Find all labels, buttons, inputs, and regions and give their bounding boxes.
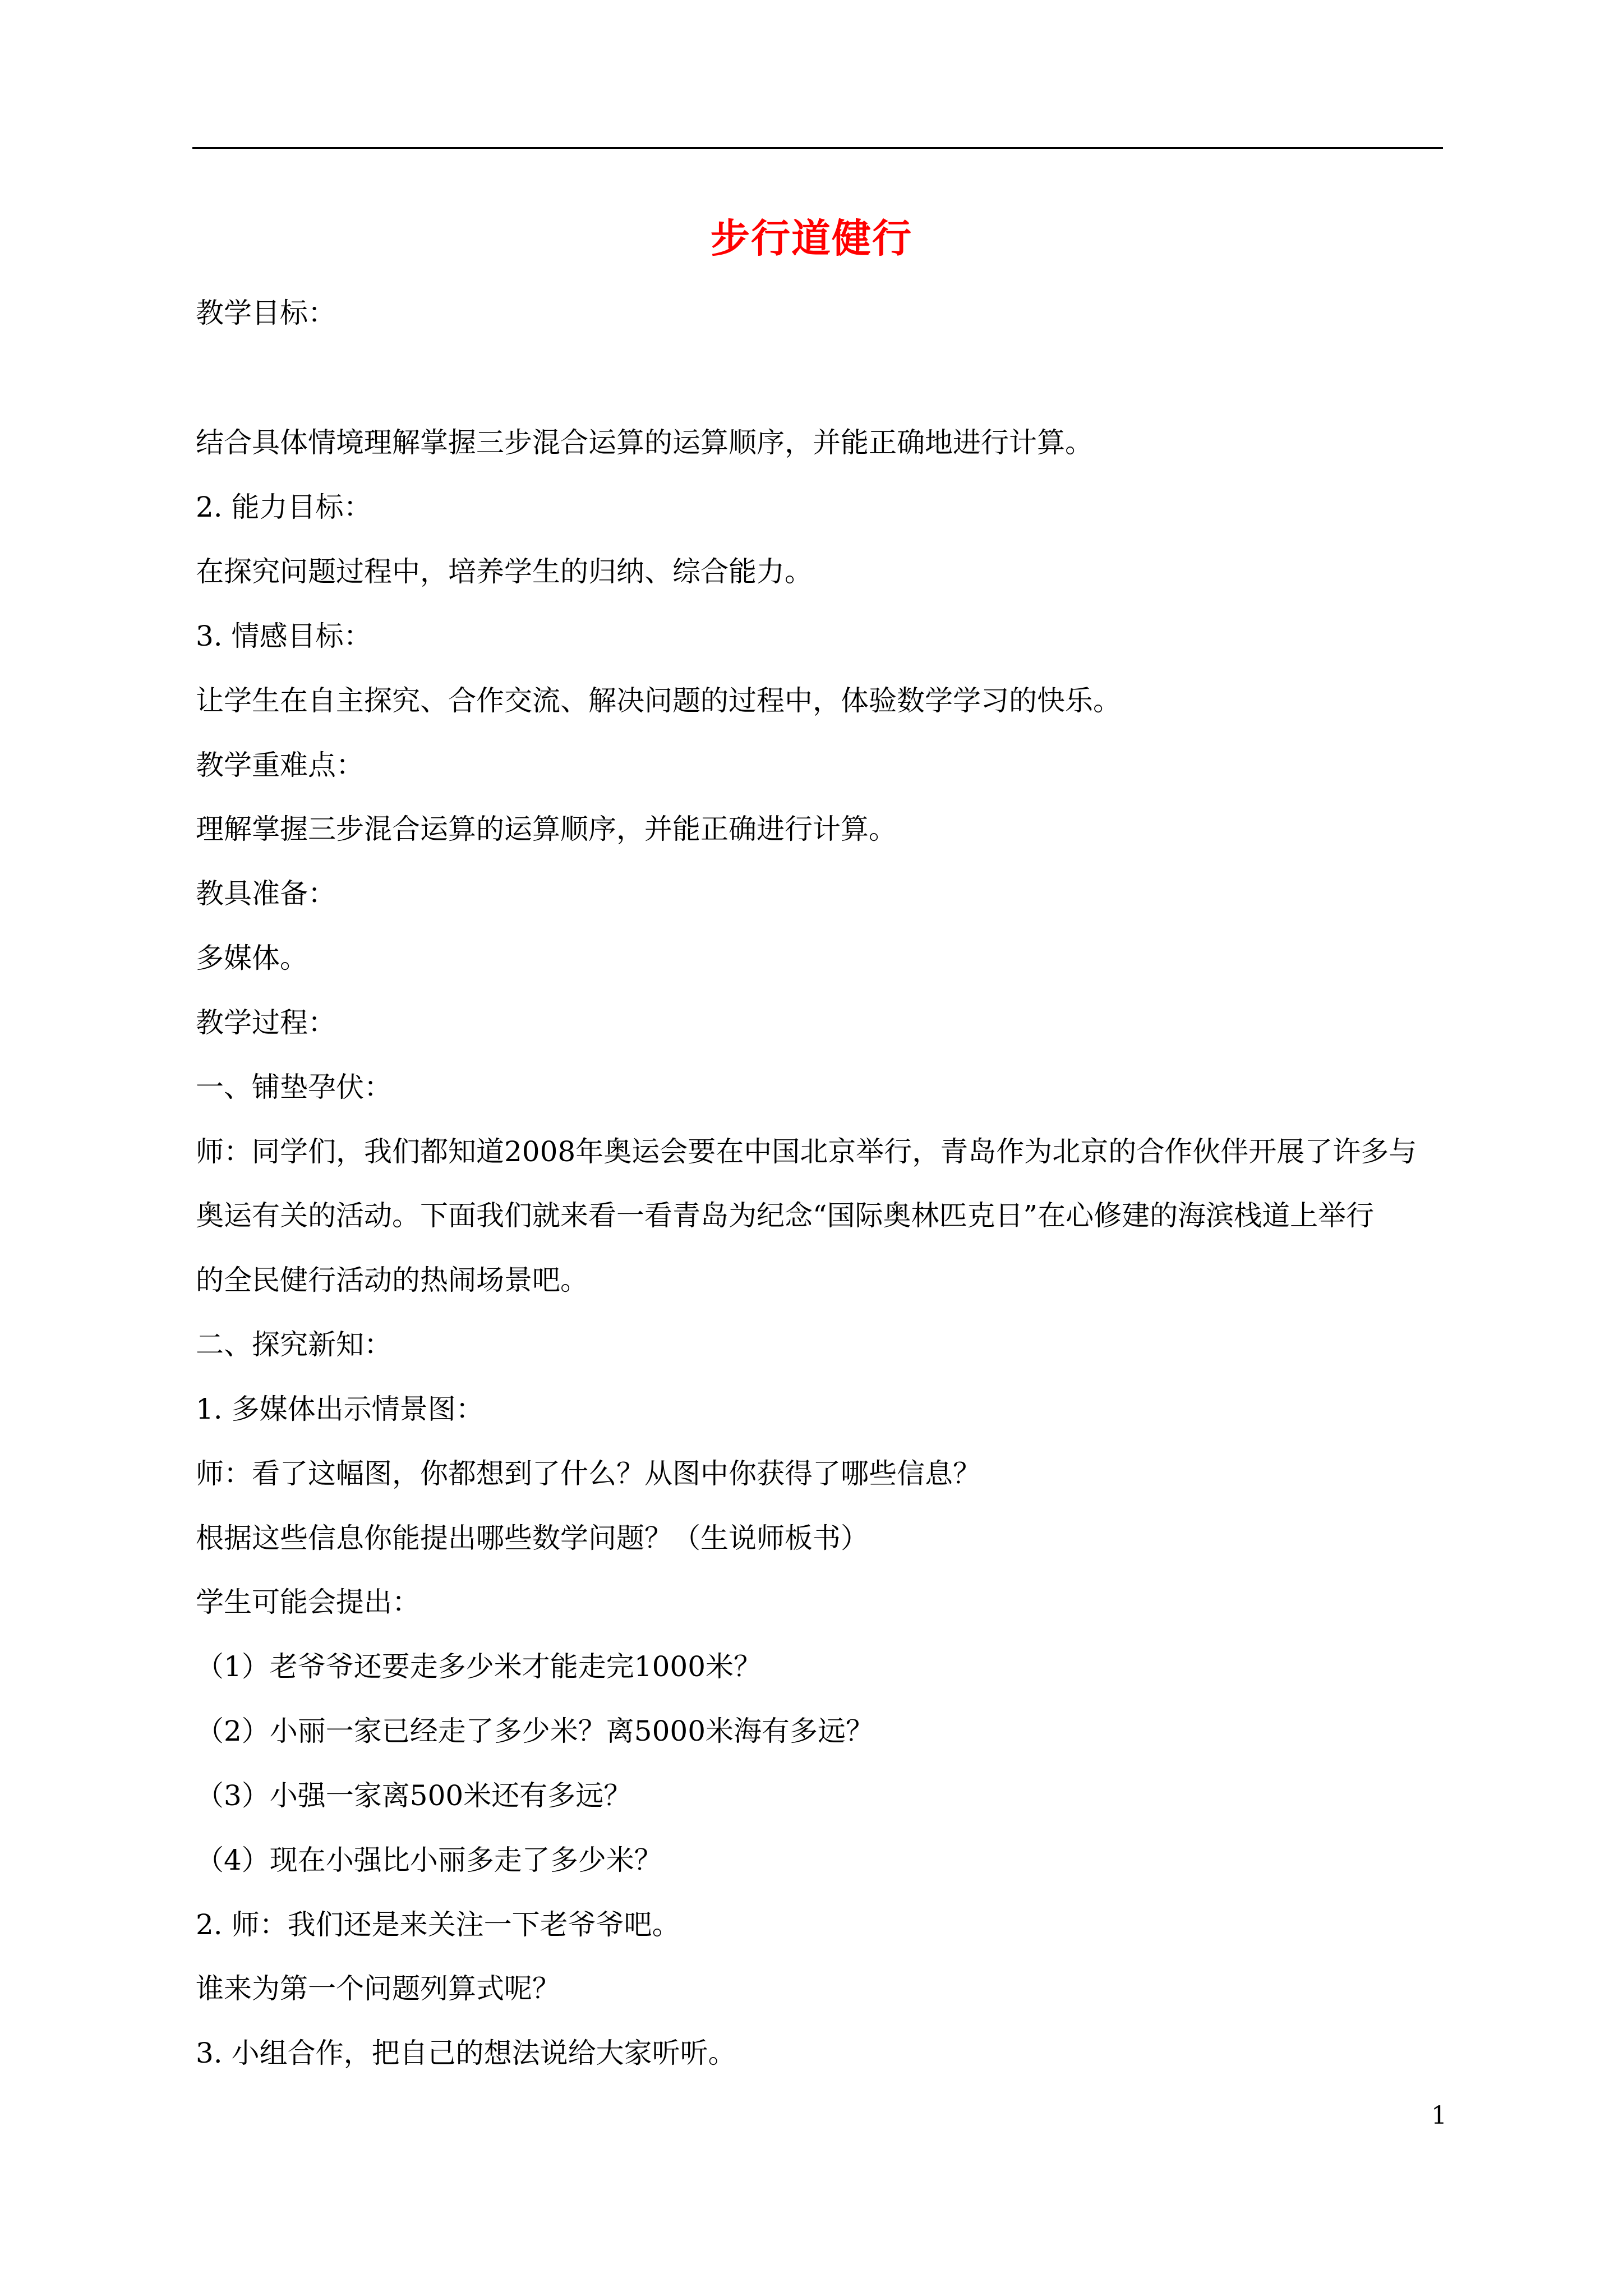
body-line: 3. 小组合作，把自己的想法说给大家听听。 bbox=[196, 2037, 736, 2069]
header-rule bbox=[192, 147, 1443, 149]
body-line: 教学重难点： bbox=[196, 749, 364, 781]
body-line: 根据这些信息你能提出哪些数学问题？（生说师板书） bbox=[196, 1522, 869, 1554]
page-title: 步行道健行 bbox=[711, 215, 912, 261]
body-line: 的全民健行活动的热闹场景吧。 bbox=[196, 1264, 588, 1296]
body-line: 奥运有关的活动。下面我们就来看一看青岛为纪念“国际奥林匹克日”在心修建的海滨栈道上举行 bbox=[196, 1199, 1375, 1232]
body-line: 2. 师：我们还是来关注一下老爷爷吧。 bbox=[196, 1908, 680, 1941]
body-line: 一、铺垫孕伏： bbox=[196, 1071, 392, 1103]
body-line: 3. 情感目标： bbox=[196, 620, 372, 652]
body-line: （3）小强一家离500米还有多远？ bbox=[196, 1779, 632, 1812]
body-line: 在探究问题过程中，培养学生的归纳、综合能力。 bbox=[196, 555, 813, 588]
body-line: 理解掌握三步混合运算的运算顺序，并能正确进行计算。 bbox=[196, 813, 897, 845]
body-line: 2. 能力目标： bbox=[196, 491, 372, 523]
body-line: 让学生在自主探究、合作交流、解决问题的过程中，体验数学学习的快乐。 bbox=[196, 684, 1121, 717]
body-line: 多媒体。 bbox=[196, 942, 308, 974]
body-line: （2）小丽一家已经走了多少米？离5000米海有多远？ bbox=[196, 1715, 874, 1747]
body-line: 教学目标： bbox=[196, 297, 336, 329]
body-line: 1. 多媒体出示情景图： bbox=[196, 1393, 484, 1425]
body-line: 谁来为第一个问题列算式呢？ bbox=[196, 1972, 560, 2005]
body-line: 结合具体情境理解掌握三步混合运算的运算顺序，并能正确地进行计算。 bbox=[196, 426, 1093, 459]
body-line: 师：同学们，我们都知道2008年奥运会要在中国北京举行，青岛作为北京的合作伙伴开展了许多与 bbox=[196, 1135, 1417, 1168]
body-line: 师：看了这幅图，你都想到了什么？从图中你获得了哪些信息？ bbox=[196, 1457, 981, 1490]
page-number: 1 bbox=[1431, 2101, 1447, 2130]
body-line: 二、探究新知： bbox=[196, 1328, 392, 1361]
body-line: 教学过程： bbox=[196, 1006, 336, 1039]
body-line: 学生可能会提出： bbox=[196, 1586, 420, 1618]
body-line: 教具准备： bbox=[196, 877, 336, 910]
body-line: （4）现在小强比小丽多走了多少米？ bbox=[196, 1844, 662, 1876]
body-line: （1）老爷爷还要走多少米才能走完1000米？ bbox=[196, 1650, 762, 1683]
